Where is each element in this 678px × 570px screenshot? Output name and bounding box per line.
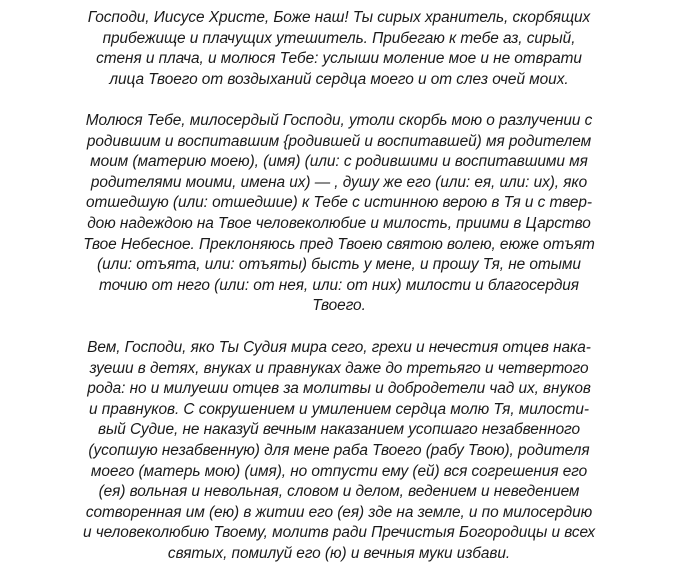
text-line: моим (материю моею), (имя) (или: с родившими и воспитавшими мя [90,153,588,171]
text-line: Молюся Тебе, милосердый Господи, утоли скорбь мою о разлучении с [85,112,593,129]
text-line: святых, помилуй его (ю) и вечныя муки избави. [167,544,511,562]
text-line: (усопшую незабвенную) для мене раба Твоего (рабу Твою), родителя [88,441,590,459]
text-line: Вем, Господи, яко Ты Судия мира сего, грехи и нечестия отцев нака- [87,339,591,356]
text-line: Твоего. [312,297,366,315]
text-line: (ея) вольная и невольная, словом и делом, ведением и неведением [98,483,580,501]
text-line: родившим и воспитавшим {родившей и воспитавшей) мя родителем [86,132,592,150]
text-line: зуеши в детях, внуках и правнуках даже до третьяго и четвертого [89,359,589,377]
text-line: и правнуков. С сокрушением и умилением сердца молю Тя, милости- [89,400,589,418]
text-line: (или: отъята, или: отъяты) бысть у мене, и прошу Тя, не отыми [97,256,581,274]
text-line: сотворенная им (ею) в житии его (ея) зде на земле, и по милосердию [85,503,593,521]
text-line: дою надеждою на Твое человеколюбие и милость, приими в Царство [87,214,591,232]
text-line: точию от него (или: от нея, или: от них) милости и благосердия [99,276,579,294]
text-line: Твое Небесное. Преклоняюсь пред Твоею святою волею, еюже отъят [83,235,595,253]
paragraph-1 [0,8,678,90]
text-line: Господи, Иисусе Христе, Боже наш! Ты сирых хранитель, скорбящих [87,9,591,26]
paragraph-2 [0,111,678,317]
text-line: стеня и плача, и молюся Тебе: услыши моление мое и не отврати [96,50,582,68]
paragraph-3 [0,338,678,565]
text-line: родителями моими, имена их) — , душу же его (или: ея, или: их), яко [90,173,588,191]
text-line: лица Твоего от воздыханий сердца моего и от слез очей моих. [109,70,569,88]
text-line: и человеколюбию Твоему, молитв ради Пречистыя Богородицы и всех [83,524,595,542]
text-line: отшедшую (или: отшедшие) к Тебе с истинною верою в Тя и с твер- [86,194,592,212]
text-line: вый Судие, не наказуй вечным наказанием усопшаго незабвенного [97,421,581,439]
text-line: рода: но и милуеши отцев за молитвы и добродетели чад их, внуков [87,380,591,398]
text-line: прибежище и плачущих утешитель. Прибегаю к тебе аз, сирый, [102,29,576,47]
text-line: моего (матерь мою) (имя), но отпусти ему (ей) вся согрешения его [90,462,588,480]
